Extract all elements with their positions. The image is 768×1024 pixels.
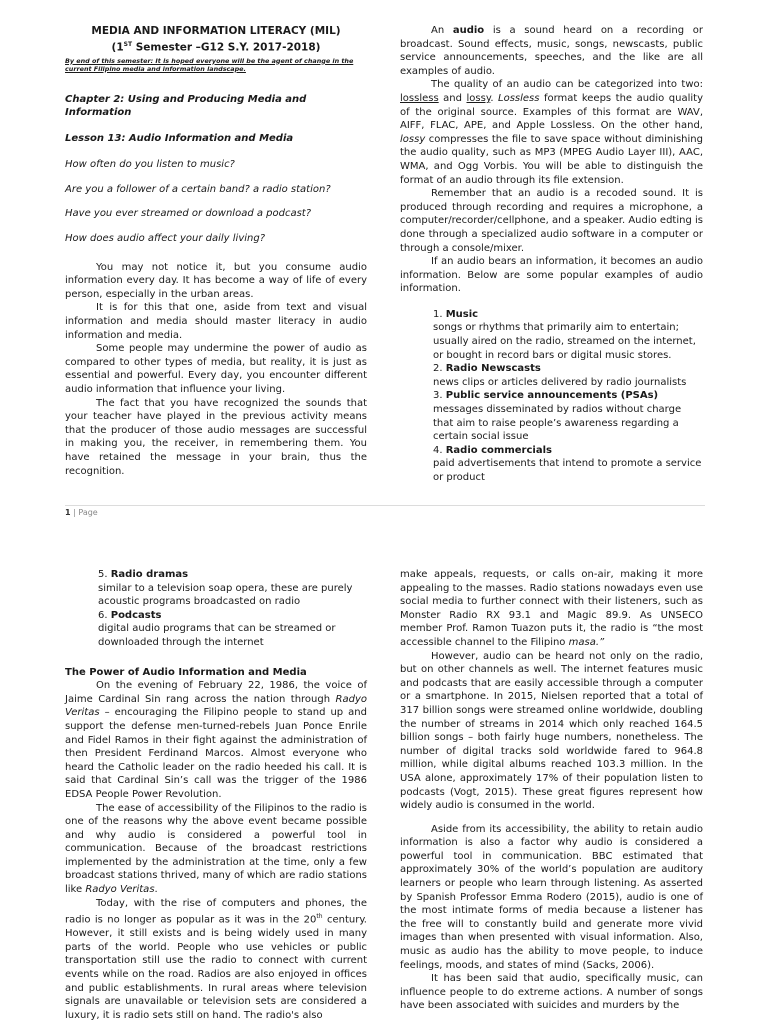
paragraph [65,802,367,897]
paragraph: Remember that an audio is a recoded sound. It is produced through recording and requires a microphone, a computer/recorder/cellphone, and a speaker. Audio edting is done through a specialized audio software in a computer or through a console/mixer. [400,188,703,254]
text: and [438,92,467,104]
list-item [433,308,703,322]
item-description: news clips or articles delivered by radio journalists [433,376,687,388]
paragraph: If an audio bears an information, it becomes an audio information. Below are some popular examples of audio information. [400,256,703,295]
term-lossy: lossy [466,92,491,104]
text: compresses the file to save space without diminishing the audio quality, such as MP3 (MPEG Audio Layer III), AAC, WMA, and Ogg Vorbis. You will be able to distinguish the format of an audio through its file extension. [400,133,703,186]
page-1-right-column [400,24,703,485]
text: century. However, it still exists and is being widely used in many parts of the world. People who use vehicles or public transportation still use the radio to connect with current events while on the road. Radios are also enjoyed in offices and public establishments. In rural areas where television signals are unavailable or television sets are considered a luxury, it is radio sets still on hand. The radio's also [65,914,367,1021]
paragraph: It is for this that one, aside from text and visual information and media should master literacy in audio information and media. [65,302,367,341]
audio-examples-list [400,308,703,485]
superscript: th [316,913,323,921]
paragraph [400,24,703,78]
term-audio: audio [452,25,485,36]
paragraph [400,78,703,187]
term-lossless-italic: Lossless [498,92,540,104]
paragraph [65,897,367,1023]
paragraph: However, audio can be heard not only on the radio, but on other channels as well. The internet features music and podcasts that are easily accessible through a computer or a smartphone. In 2015, Nielsen reported that a total of 317 billion songs were streamed online worldwide, doubling the number of streams in 2014 which only reached 164.5 billion songs – both fairly huge numbers, nonetheless. The number of digital tracks sold worldwide fared to 964.8 million, while digital albums reached 103.3 million. In the USA alone, approximately 17% of their population listen to podcasts (Vogt, 2015). These great figures represent how widely audio is consumed in the world. [400,650,703,812]
item-title: Radio commercials [445,444,552,456]
paragraph [400,568,703,650]
section-title: The Power of Audio Information and Media [65,666,307,678]
footer-separator: | [70,508,79,517]
item-number: 3. [433,390,446,402]
item-number: 6. [98,609,111,621]
page-1-left-column [65,24,367,478]
item-description: similar to a television soap opera, these are purely acoustic programs broadcasted on radio [98,582,353,608]
italic-text: masa.” [568,636,605,648]
text: . [154,884,158,896]
item-description: messages disseminated by radios without charge that aim to raise people’s awareness regarding a certain social issue [433,404,682,443]
page-2-left-column [65,568,367,1022]
paragraph: Aside from its accessibility, the ability to retain audio information is also a factor why audio is considered a powerful tool in communication. BBC estimated that approximately 30% of the world’s population are auditory learners or people who learn through listening. As asserted by Spanish Professor Emma Rodero (2015), audio is one of the most intimate forms of media because a listener has the free will to constantly build and generate more vivid images than when presented with visual information. Also, music as audio has the ability to move people, to induce feelings, moods, and states of mind (Sacks, 2006). [400,823,703,971]
text: Today, with the rise of computers and phones, the radio is no longer as popular as it was in the 20 [65,897,367,926]
semester-line [65,38,367,55]
chapter-title: Chapter 2: Using and Producing Media and Information [65,93,307,119]
page-2 [0,560,768,1024]
item-number: 5. [98,569,111,580]
list-item [98,609,367,623]
text: An [431,25,453,36]
text: – encouraging the Filipino people to stand up and support the defense men-turned-rebels Juan Ponce Enrile and Fidel Ramos in their fight against the administration of then President Ferdinand Marcos. Almost everyone who heard the Catholic leader on the radio heeded his call. It is said that Cardinal Sin’s call was the trigger of the 1986 EDSA People Power Revolution. [65,707,367,800]
text: is a sound heard on a recording or broadcast. Sound effects, music, songs, newscasts, public service announcements, speeches, and the like are all examples of audio. [400,25,703,77]
semester-goal-note: By end of this semester: It is hoped everyone will be the agent of change in the current Filipino media and information landscape. [65,56,354,73]
text: On the evening of February 22, 1986, the voice of Jaime Cardinal Sin rang across the nation through [65,680,367,705]
question-3: Have you ever streamed or download a podcast? [65,208,312,220]
paragraph: You may not notice it, but you consume audio information every day. It has become a way of life of every person, especially in the urban areas. [65,261,367,300]
item-description: paid advertisements that intend to promote a service or product [433,458,702,483]
item-description: songs or rhythms that primarily aim to entertain; usually aired on the radio, streamed on the internet, or bought in record bars or digital music stores. [433,322,696,361]
text: format keeps the audio quality of the original source. Examples of this format are WAV, AIFF, FLAC, APE, and Apple Lossless. On the other hand, [400,92,703,132]
paragraph: The fact that you have recognized the sounds that your teacher have played in the previous activity means that the producer of those audio messages are successful in making you, the receiver, in remembering them. You have retained the message in your brain, thus the recognition. [65,397,367,477]
item-title: Radio Newscasts [445,363,541,375]
lesson-title: Lesson 13: Audio Information and Media [65,132,294,144]
semester-pre: (1 [111,41,124,54]
paragraph: It has been said that audio, specifically music, can influence people to do extreme actions. A number of songs have been associated with suicides and murders by the [400,973,703,1012]
text: The quality of an audio can be categorized into two: [431,79,703,91]
italic-text: Radyo Veritas [85,884,155,896]
question-2: Are you a follower of a certain band? a radio station? [65,183,331,195]
list-item [433,444,703,458]
item-number: 1. [433,308,446,320]
footer-label: Page [78,508,98,517]
item-title: Radio dramas [110,569,189,580]
audio-examples-list-continued [65,568,367,650]
text: make appeals, requests, or calls on-air, making it more appealing to the masses. Radio stations nowadays even use social media to further connect with their listeners, such as Monster Radio RX 93.1 and Magic 89.9. As UNSECO member Prof. Ramon Tuazon puts it, the radio is “the most accessible channel to the Filipino [400,569,703,648]
list-item [433,362,703,376]
semester-sup: ST [123,41,133,48]
list-item [433,389,703,403]
text: . [490,92,498,104]
term-lossy-italic: lossy [400,133,426,145]
page-footer [65,506,98,520]
item-description: digital audio programs that can be streamed or downloaded through the internet [98,623,336,648]
item-title: Music [445,308,479,320]
text: The ease of accessibility of the Filipinos to the radio is one of the reasons why the above event became possible and why audio is considered a powerful tool in communication. Because of the broadcast restrictions implemented by the administration at the time, only a few broadcast stations thrived, many of which are radio stations like [65,802,367,896]
term-lossless: lossless [400,92,439,104]
question-4: How does audio affect your daily living? [65,233,266,245]
item-title: Public service announcements (PSAs) [445,390,659,402]
paragraph: Some people may undermine the power of audio as compared to other types of media, but reality, it is just as essential and powerful. Every day, you encounter different audio information that influence your living. [65,343,367,395]
italic-text: Radyo Veritas [65,693,367,719]
document-title: MEDIA AND INFORMATION LITERACY (MIL) [91,25,341,37]
list-item [98,568,367,582]
page-2-right-column [400,568,703,1013]
footer-divider [65,505,705,506]
question-1: How often do you listen to music? [65,159,235,171]
paragraph [65,679,367,801]
item-number: 4. [433,444,446,456]
semester-post: Semester –G12 S.Y. 2017-2018) [132,41,321,54]
item-number: 2. [433,363,446,375]
page-number: 1 [65,508,71,517]
item-title: Podcasts [110,609,162,621]
